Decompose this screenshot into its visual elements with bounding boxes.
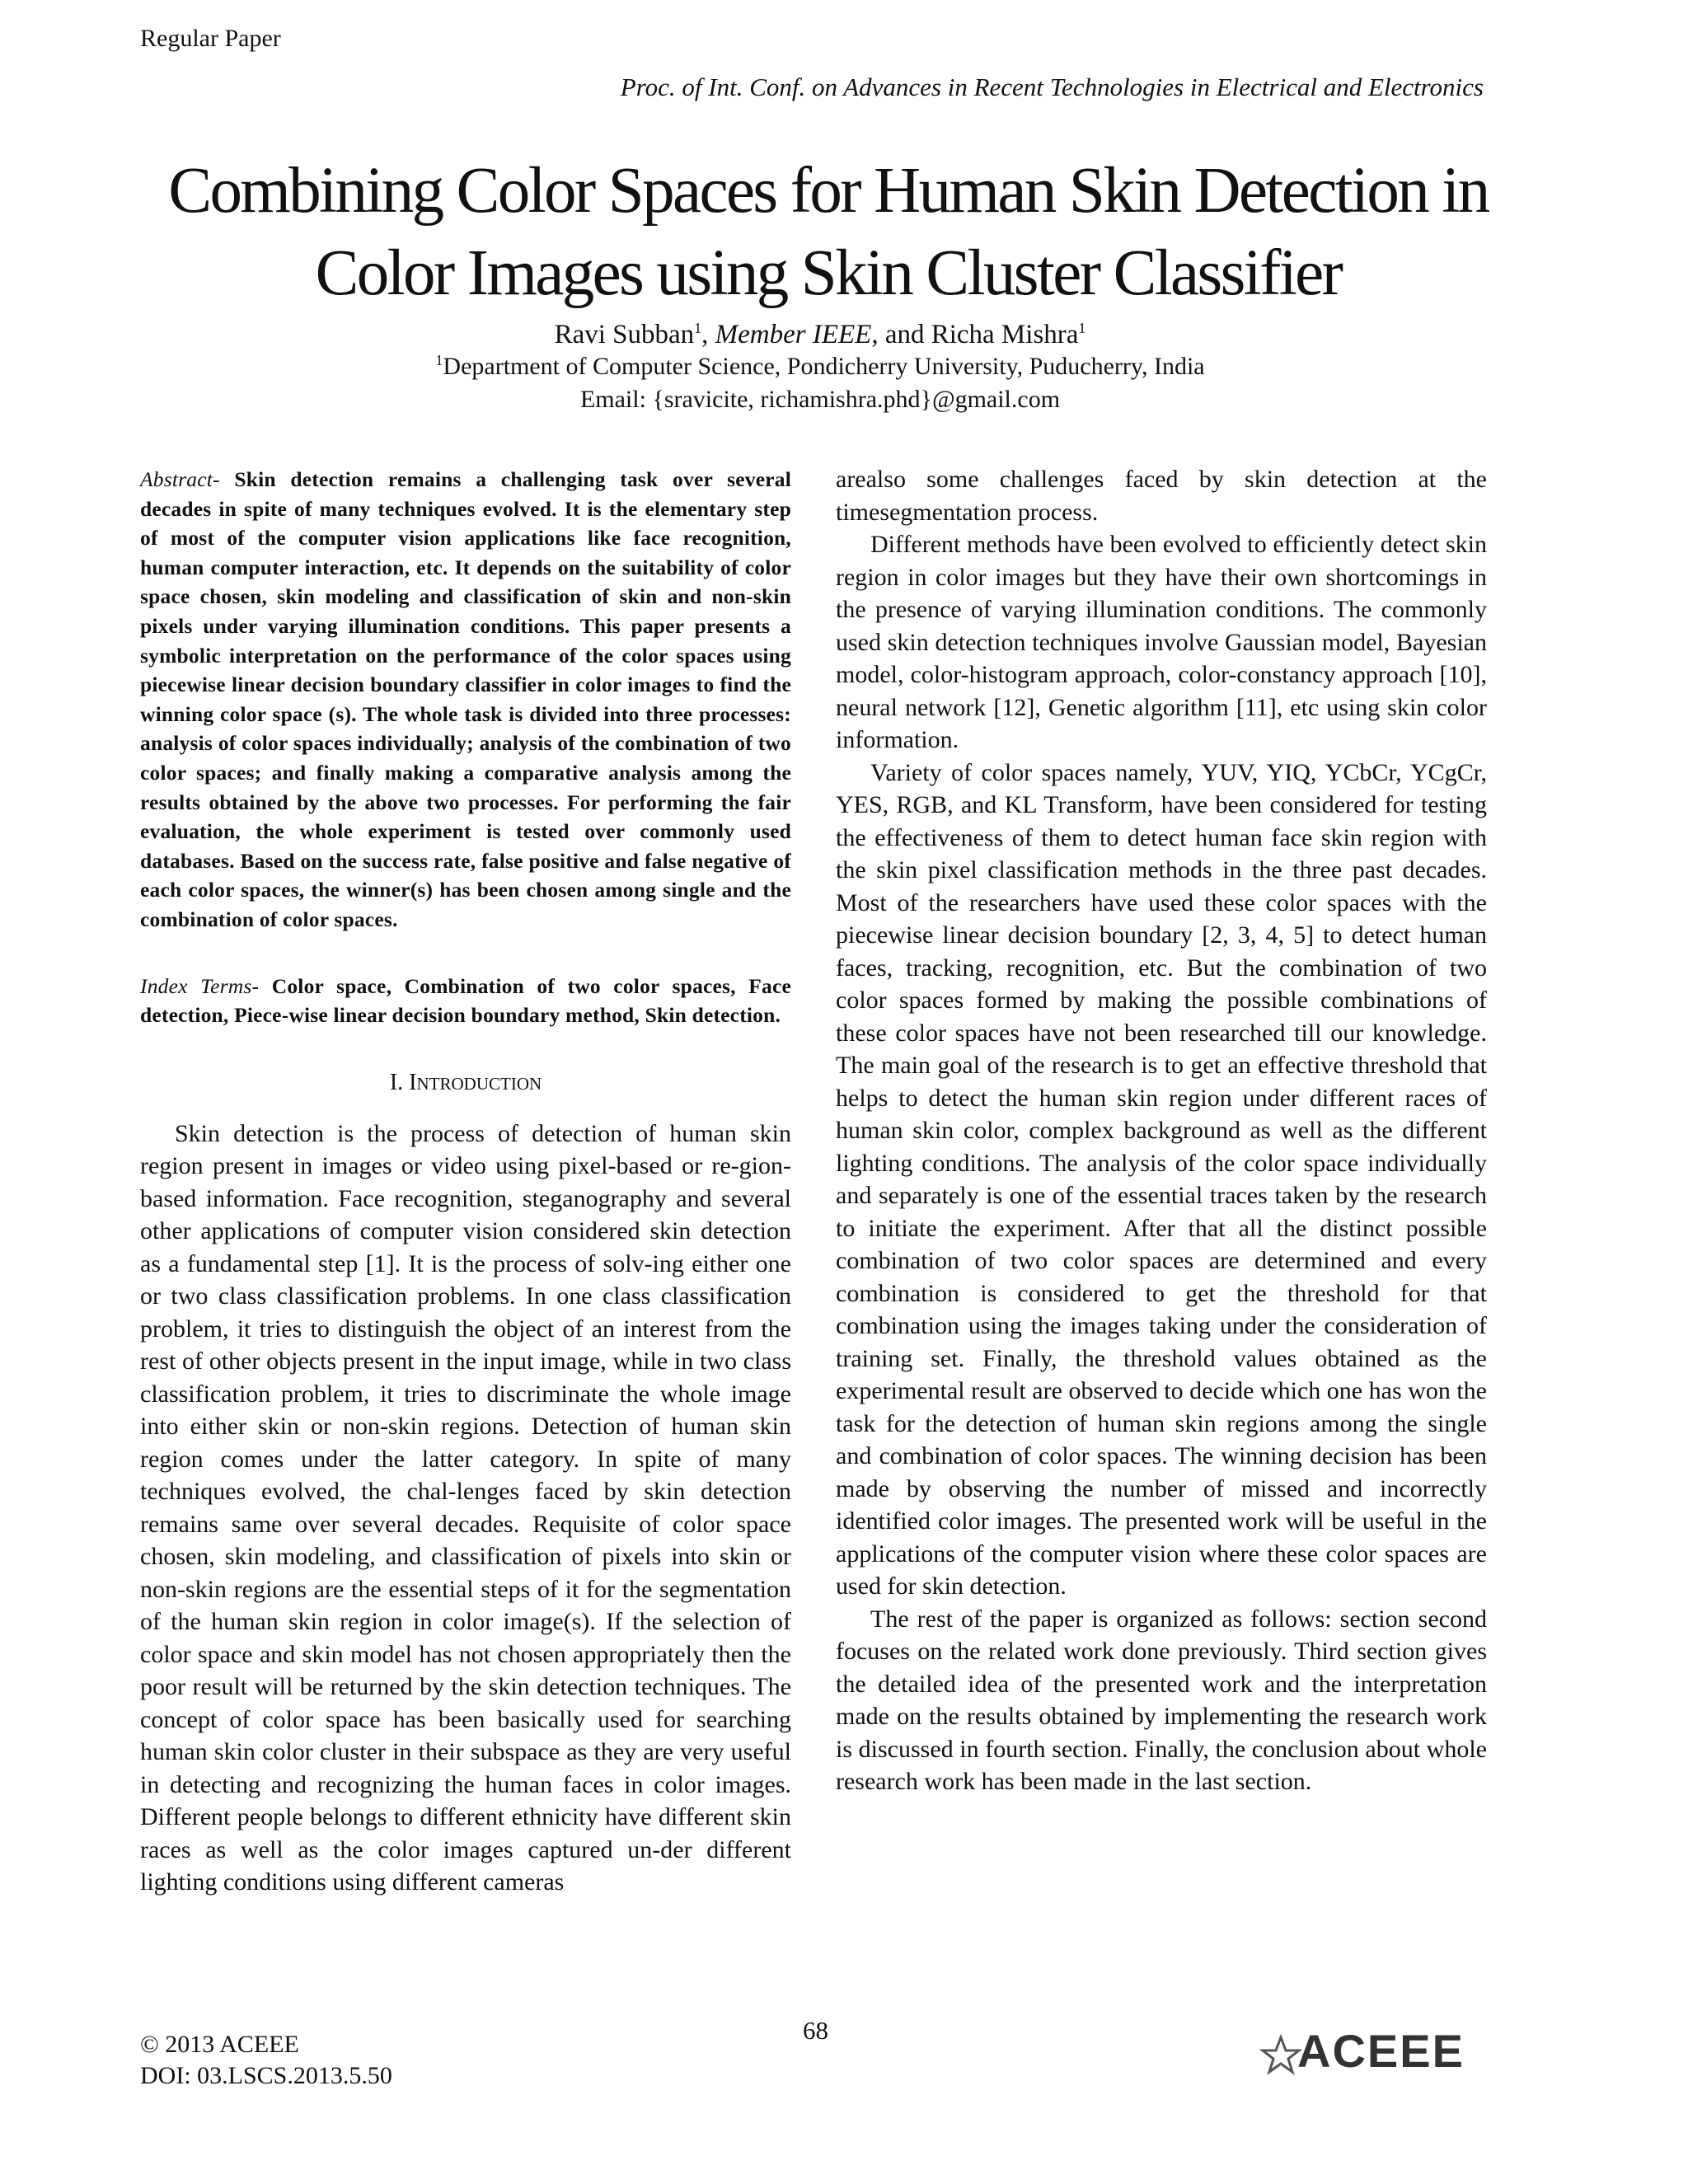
title-line-1: Combining Color Spaces for Human Skin Detection in: [168, 155, 1489, 227]
author-2-affiliation: 1: [1078, 320, 1086, 336]
author-email: Email: {sravicite, richamishra.phd}@gmail.com: [579, 386, 1061, 413]
page-number: 68: [803, 2016, 828, 2045]
intro-paragraph-1: Skin detection is the process of detection of human skin region present in images or video using pixel-based or re-gion-based information. Face recognition, steganography and several other applications of computer vision considered skin detection as a fundamental step [1]. It is the process of solv-ing either one or two class classification problems. In one class classification problem, it tries to distinguish the object of an interest from the rest of other objects present in the input image, while in two class classification problem, it tries to discriminate the whole image into either skin or non-skin regions. Detection of human skin region comes under the latter category. In spite of many techniques evolved, the chal-lenges faced by skin detection remains same over several decades. Requisite of color space chosen, skin modeling, and classification of pixels into skin or non-skin regions are the essential steps of it for the segmentation of the human skin region in color image(s). If the selection of color space and skin model has not chosen appropriately then the poor result will be returned by the skin detection techniques. The concept of color space has been basically used for searching human skin color cluster in their subspace as they are very useful in detecting and recognizing the human faces in color images. Different people belongs to different ethnicity have different skin races as well as the color images captured un-der different lighting conditions using different cameras: [140, 1119, 791, 1896]
author-1-affiliation: 1: [694, 320, 702, 336]
copyright: © 2013 ACEEE: [140, 2031, 299, 2058]
author-2: , and Richa Mishra: [871, 320, 1079, 349]
member-label: Member IEEE: [715, 320, 872, 349]
affiliation: [165, 353, 1475, 381]
abstract-label: Abstract-: [140, 467, 220, 491]
aceee-logo: ACEEE: [1297, 2025, 1465, 2077]
left-column: [140, 465, 791, 1899]
intro-paragraph-4: The rest of the paper is organized as follows: section second focuses on the related work done previously. Third section gives the detailed idea of the presented work and the interpretation made on the results obtained by implementing the research work is discussed in fourth section. Finally, the conclusion about whole research work has been made in the last section.: [836, 1605, 1487, 1795]
affiliation-marker: 1: [435, 352, 443, 368]
abstract-text: Skin detection remains a challenging task over several decades in spite of many techniques evolved. It is the elementary step of most of the computer vision applications like face recognition, human computer interaction, etc. It depends on the suitability of color space chosen, skin modeling and classification of skin and non-skin pixels under varying illumination conditions. This paper presents a symbolic interpretation on the performance of the color spaces using piecewise linear decision boundary classifier in color images to find the winning color space (s). The whole task is divided into three processes: analysis of color spaces individually; analysis of the combination of two color spaces; and finally making a comparative analysis among the results obtained by the above two processes. For performing the fair evaluation, the whole experiment is tested over commonly used databases. Based on the success rate, false positive and false negative of each color spaces, the winner(s) has been chosen among single and the combination of color spaces.: [140, 467, 791, 931]
author-line: Ravi Subban$^1$, Member IEEE, and Richa Mishra$^1$: [554, 320, 1086, 349]
index-terms: [140, 972, 791, 1030]
proceedings-header: Proc. of Int. Conf. on Advances in Recent Technologies in Electrical and Electronics: [620, 73, 1484, 101]
index-terms-label: Index Terms-: [140, 973, 260, 998]
section-number: I. I: [389, 1069, 417, 1095]
intro-paragraph-1-continued: arealso some challenges faced by skin detection at the timesegmentation process.: [836, 466, 1487, 526]
paper-title: [132, 150, 1525, 315]
author-1: Ravi Subban: [554, 320, 695, 349]
intro-paragraph-3: Variety of color spaces namely, YUV, YIQ, YCbCr, YCgCr, YES, RGB, and KL Transform, have been considered for testing the effectiveness of them to detect human face skin region with the skin pixel classification methods in the three past decades. Most of the researchers have used these color spaces with the piecewise linear decision boundary [2, 3, 4, 5] to detect human faces, tracking, recognition, etc. But the combination of two color spaces formed by making the possible combinations of these color spaces have not been researched till our knowledge. The main goal of the research is to get an effective threshold that helps to detect the human skin region under different races of human skin color, complex background as well as the different lighting conditions. The analysis of the color space individually and separately is one of the essential traces taken by the research to initiate the experiment. After that all the distinct possible combination of two color spaces are determined and every combination is considered to get the threshold for that combination using the images taking under the consideration of training set. Finally, the threshold values obtained as the experimental result are observed to decide which one has won the task for the detection of human skin regions among the single and combination of color spaces. The winning decision has been made by observing the number of missed and incorrectly identified color images. The presented work will be useful in the applications of the computer vision where these color spaces are used for skin detection.: [836, 758, 1487, 1600]
intro-paragraph-2: Different methods have been evolved to efficiently detect skin region in color images but they have their own shortcomings in the presence of varying illumination conditions. The commonly used skin detection techniques involve Gaussian model, Bayesian model, color-histogram approach, color-constancy approach [10], neural network [12], Genetic algorithm [11], etc using skin color information.: [836, 531, 1487, 753]
index-terms-text: Color space, Combination of two color spaces, Face detection, Piece-wise linear decision boundary method, Skin detection.: [140, 973, 792, 1028]
title-line-2: Color Images using Skin Cluster Classifier: [315, 237, 1342, 309]
paper-type-label: Regular Paper: [140, 25, 281, 52]
abstract: [140, 465, 791, 935]
right-column: [836, 463, 1487, 1798]
doi: DOI: 03.LSCS.2013.5.50: [140, 2062, 392, 2089]
section-title: NTRODUCTION: [416, 1073, 542, 1094]
department: Department of Computer Science, Pondicherry University, Puducherry, India: [443, 353, 1205, 380]
section-heading: [140, 1070, 791, 1096]
